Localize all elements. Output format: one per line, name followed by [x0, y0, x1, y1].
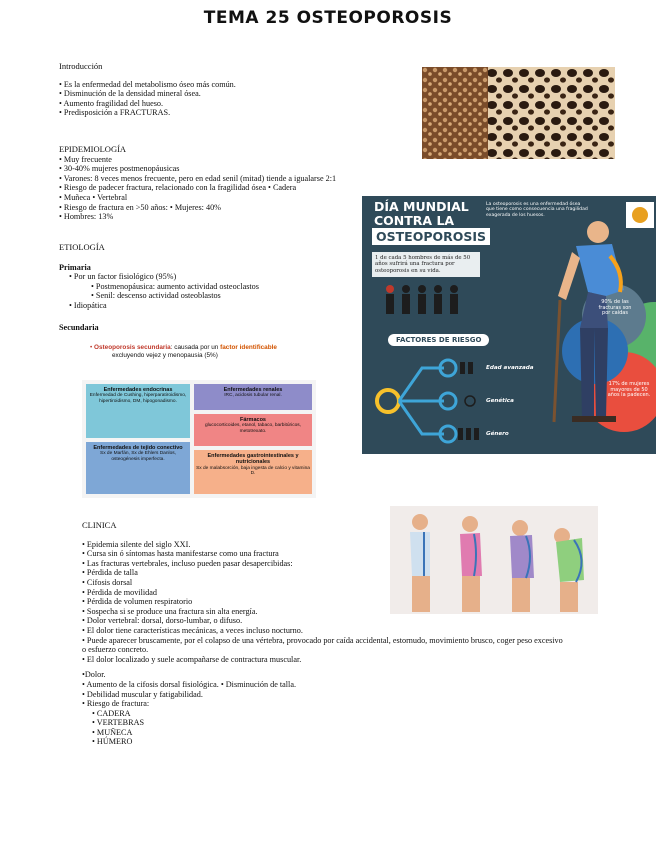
clinic-item: • Cursa sin ó síntomas hasta manifestarse como una fractura [82, 549, 279, 559]
primary-item: • Por un factor fisiológico (95%) [69, 272, 177, 282]
primary-heading: Primaria [59, 262, 91, 272]
bubble-falls: 90% de las fracturas son por caídas [598, 299, 632, 317]
primary-item: • Idiopática [69, 300, 107, 310]
clinic-item: • Pérdida de talla [82, 568, 138, 578]
secondary-description: • Osteoporosis secundaria: causada por un factor identificable excluyendo vejez y menopausia (5%) [90, 344, 277, 359]
fracture-site: • MUÑECA [92, 727, 133, 737]
epidemiology-item: • Riesgo de padecer fractura, relacionado con la fragilidad ósea • Cadera [59, 183, 297, 193]
clinic-heading: CLINICA [82, 520, 117, 530]
secondary-factor: factor identificable [220, 344, 277, 351]
infographic-title-2: CONTRA LA [374, 213, 455, 228]
clinic-item: • Las fracturas vertebrales, incluso pueden pasar desapercibidas: [82, 558, 293, 568]
clinic-item: • Puede aparecer bruscamente, por el colapso de una vértebra, provocado por caída accidental, estornudo, movimiento brusco, coger peso excesivo [82, 635, 563, 645]
clinic-item: •Dolor. [82, 670, 106, 680]
risk-factors-label: FACTORES DE RIESGO [388, 334, 489, 346]
clinic-item: • Sospecha si se produce una fractura sin alta energía. [82, 606, 258, 616]
primary-item: • Senil: descenso actividad osteoblastos [91, 291, 221, 301]
epidemiology-heading: EPIDEMIOLOGÍA [59, 144, 127, 154]
fracture-site: • VERTEBRAS [92, 718, 145, 728]
primary-item: • Postmenopáusica: aumento actividad osteoclastos [91, 281, 259, 291]
etiology-heading: ETIOLOGÍA [59, 242, 105, 252]
fracture-site: • CADERA [92, 708, 131, 718]
cause-renal: Enfermedades renales IRC, acidosis tubular renal. [194, 384, 312, 410]
factor-genetics: Genética [486, 398, 514, 404]
epidemiology-item: • Muy frecuente [59, 154, 112, 164]
intro-item: • Predisposición a FRACTURAS. [59, 108, 171, 118]
clinic-item: • Debilidad muscular y fatigabilidad. [82, 689, 203, 699]
clinic-item: • Dolor vertebral: dorsal, dorso-lumbar, o difuso. [82, 616, 243, 626]
etiology-section [59, 243, 259, 332]
clinic-item: • Cifosis dorsal [82, 577, 133, 587]
clinic-item: • Riesgo de fractura: [82, 699, 150, 709]
clinic-item: • Pérdida de volumen respiratorio [82, 597, 193, 607]
clinic-item: • El dolor localizado y suele acompañarse de contractura muscular. [82, 654, 302, 664]
secondary-term: Osteoporosis secundaria [94, 344, 171, 351]
infographic-note: La osteoporosis es una enfermedad ósea que tiene como consecuencia una fragilidad exagerada de los huesos. [486, 202, 588, 218]
intro-item: • Es la enfermedad del metabolismo óseo más común. [59, 79, 236, 89]
clinic-section [82, 521, 563, 747]
epidemiology-item: • Hombres: 13% [59, 212, 114, 222]
factor-gender: Género [486, 431, 509, 437]
cause-gastrointestinal: Enfermedades gastrointestinales y nutricionales Sx de malabsorción, baja ingesta de calcio y vitamina D. [194, 450, 312, 494]
factor-age: Edad avanzada [486, 365, 534, 371]
secondary-heading: Secundaria [59, 322, 99, 332]
epidemiology-item: • Riesgo de fractura en >50 años: • Mujeres: 40% [59, 202, 222, 212]
bone-comparison-image [422, 67, 615, 159]
intro-heading: Introducción [59, 61, 103, 71]
fracture-site: • HÚMERO [92, 737, 133, 747]
epidemiology-item: • Muñeca • Vertebral [59, 192, 128, 202]
cause-drugs: Fármacos glucocorticoides, etanol, tabaco, barbitúricos, metotrexato. [194, 414, 312, 446]
infographic-title-1: DÍA MUNDIAL [374, 199, 469, 214]
cause-connective-tissue: Enfermedades de tejido conectivo Sx de Marfán, Sx de Ehlers Danlos, osteogénesis imperfecta. [86, 442, 190, 494]
intro-item: • Disminución de la densidad mineral ósea. [59, 89, 201, 99]
secondary-causes-table [82, 380, 316, 498]
clinic-item: • Pérdida de movilidad [82, 587, 157, 597]
clinic-item: • Epidemia silente del siglo XXI. [82, 539, 191, 549]
world-osteoporosis-day-infographic [362, 196, 656, 454]
page-title: TEMA 25 OSTEOPOROSIS [203, 8, 453, 28]
clinic-item: • Aumento de la cifosis dorsal fisiológica. • Disminución de talla. [82, 679, 297, 689]
cause-endocrine: Enfermedades endocrinas Enfermedad de Cushing, hiperparatiroidismo, hipertiroidismo, DM, hipogonadismo. [86, 384, 190, 438]
epidemiology-item: • 30-40% mujeres postmenopáusicas [59, 164, 180, 174]
bubble-women: 17% de mujeres mayores de 50 años la padecen. [607, 381, 651, 399]
epidemiology-section [59, 145, 336, 222]
clinic-item: • El dolor tiene características mecánicas, a veces incluso nocturno. [82, 625, 303, 635]
epidemiology-item: • Varones: 8 veces menos frecuente, pero en edad senil (mitad) tiende a igualarse 2:1 [59, 173, 337, 183]
intro-item: • Aumento fragilidad del hueso. [59, 98, 164, 108]
infographic-stat: 1 de cada 5 hombres de más de 50 años sufrirá una fractura por osteoporosis en su vida. [372, 252, 480, 277]
infographic-title-3: OSTEOPOROSIS [372, 228, 490, 245]
intro-section [59, 62, 236, 118]
clinic-item: o esfuerzo concreto. [82, 645, 149, 655]
